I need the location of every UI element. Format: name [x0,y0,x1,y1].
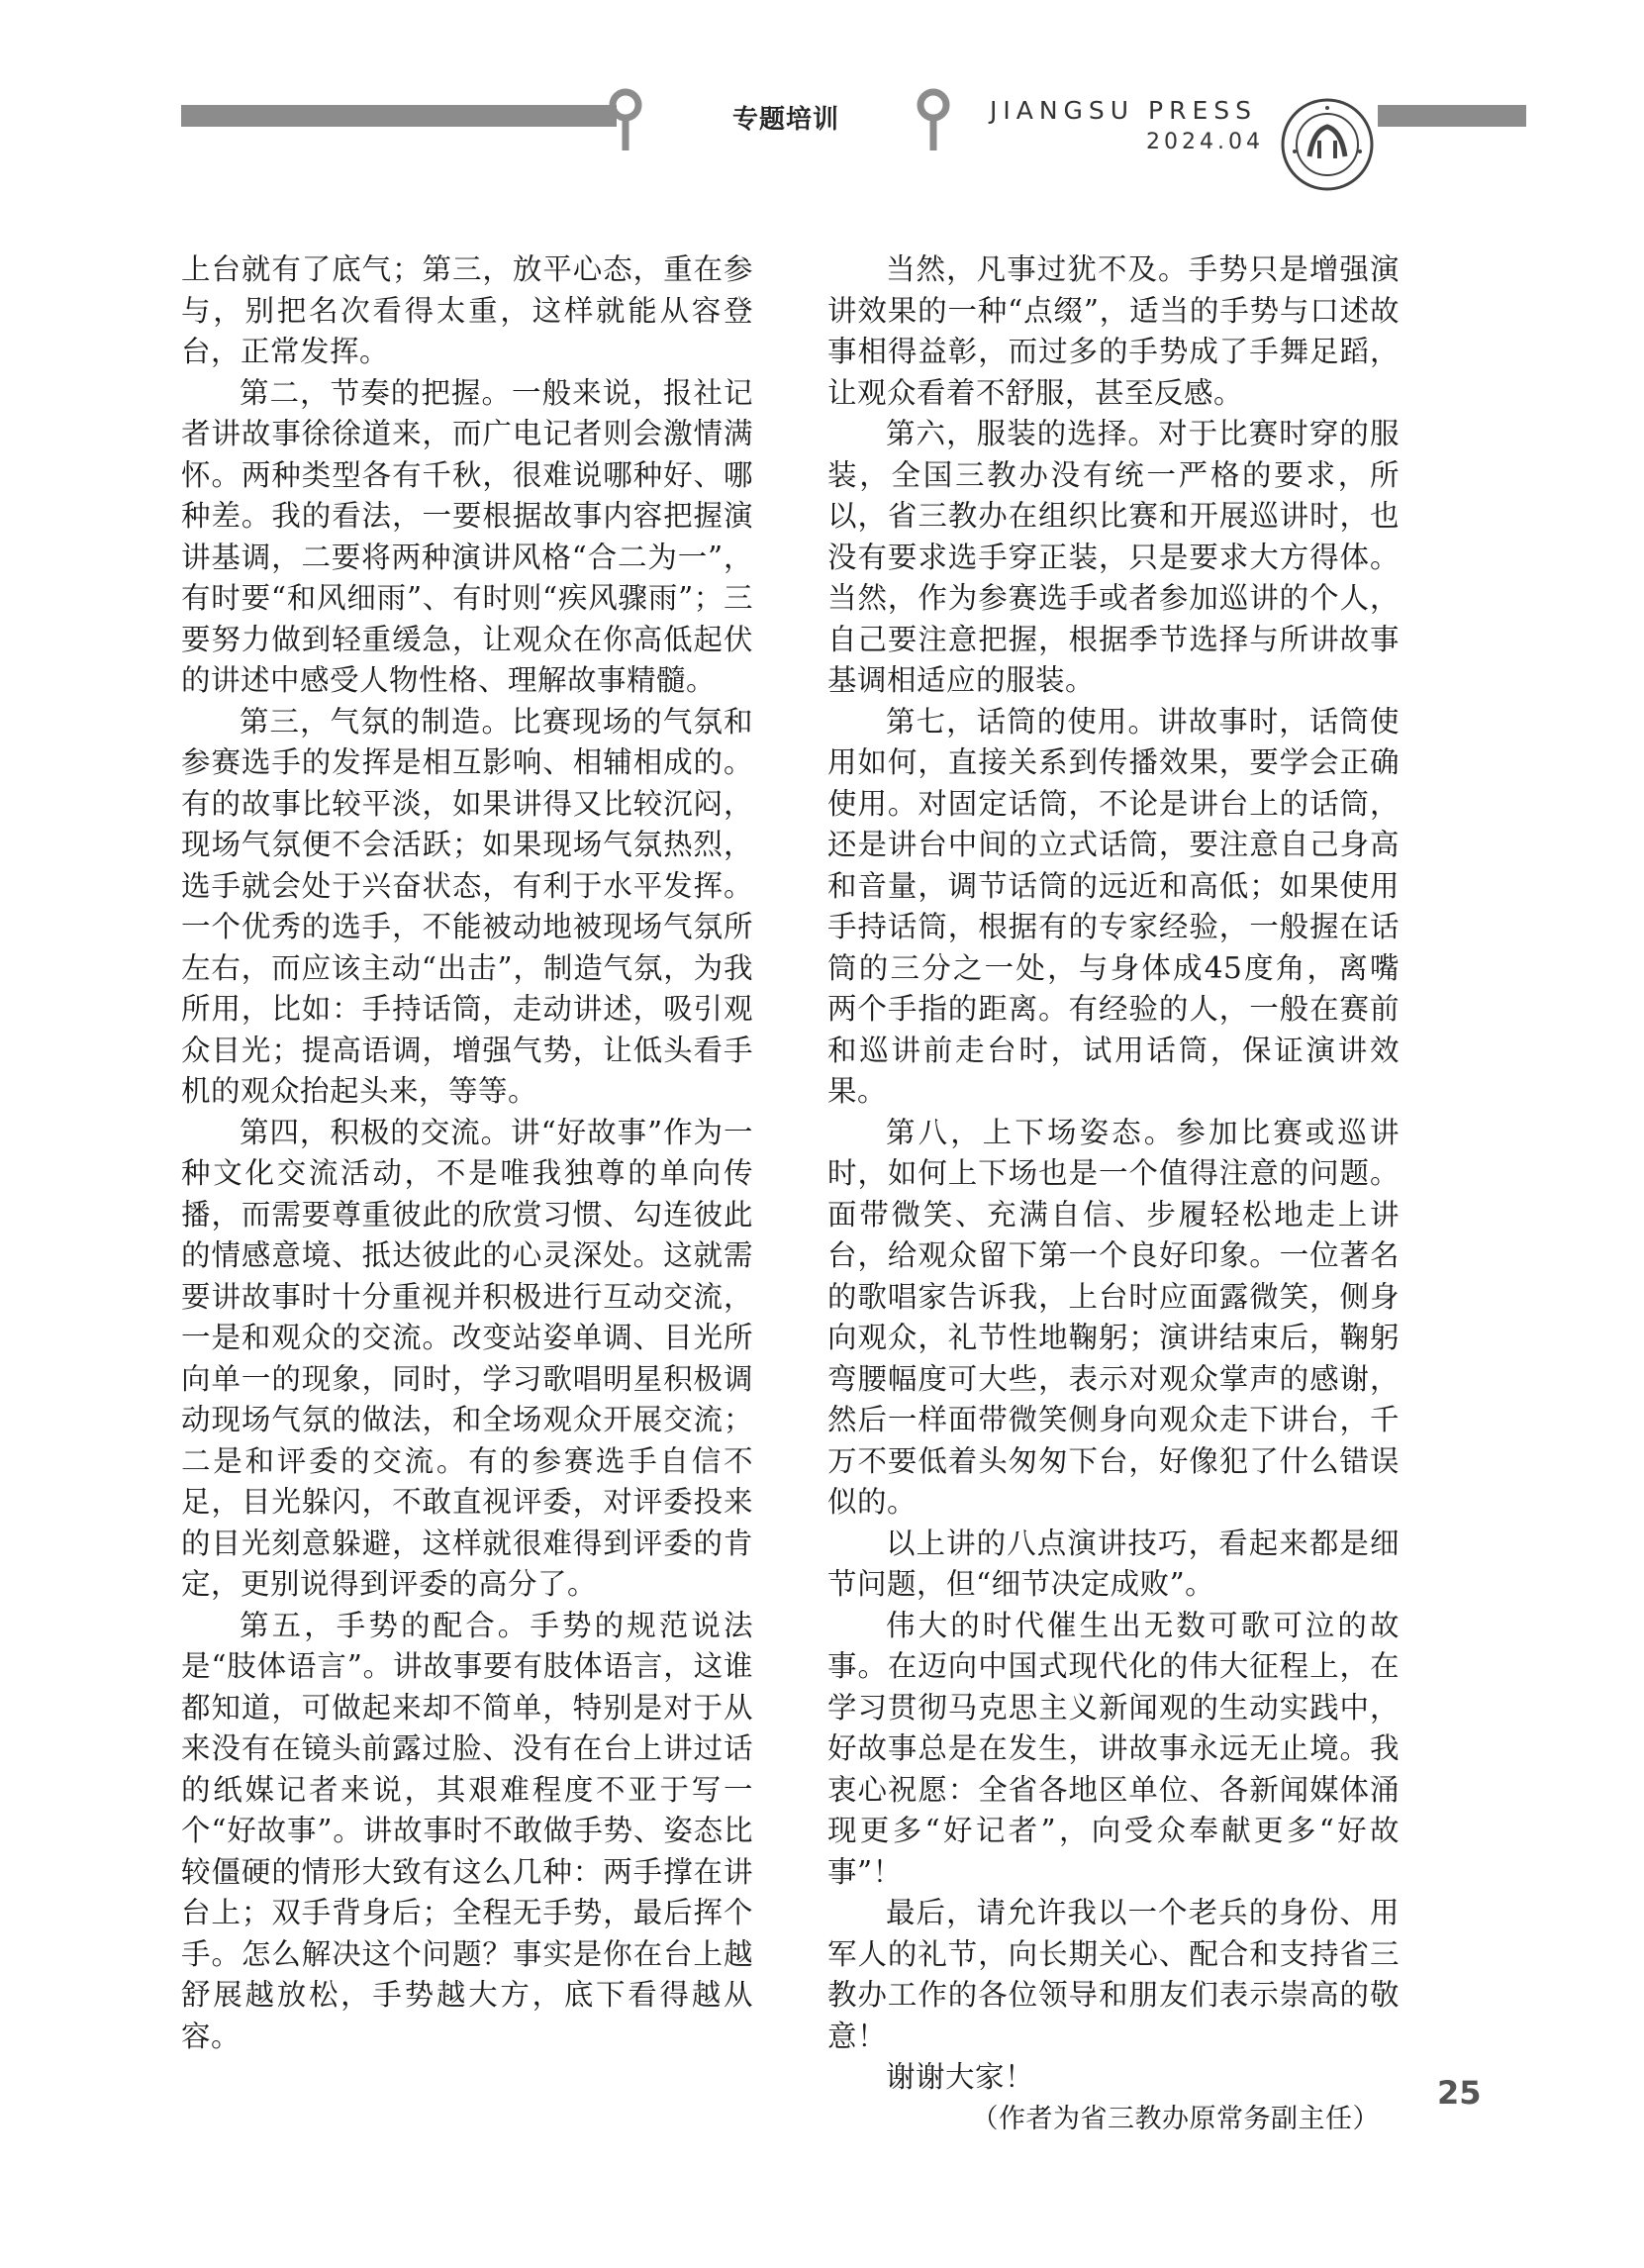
paragraph: 第二，节奏的把握。一般来说，报社记者讲故事徐徐道来，而广电记者则会激情满怀。两种类型各有千秋，很难说哪种好、哪种差。我的看法，一要根据故事内容把握演讲基调，二要将两种演讲风格“合二为一”，有时要“和风细雨”、有时则“疾风骤雨”；三要努力做到轻重缓急，让观众在你高低起伏的讲述中感受人物性格、理解故事精髓。 [181,375,753,697]
page-number: 25 [1437,2074,1482,2112]
paragraph: 最后，请允许我以一个老兵的身份、用军人的礼节，向长期关心、配合和支持省三教办工作的各位领导和朋友们表示崇高的敬意！ [827,1896,1400,2053]
paragraph: 伟大的时代催生出无数可歌可泣的故事。在迈向中国式现代化的伟大征程上，在学习贯彻马克思主义新闻观的生动实践中，好故事总是在发生，讲故事永远无止境。我衷心祝愿：全省各地区单位、各新闻媒体涌现更多“好记者”，向受众奉献更多“好故事”！ [827,1608,1400,1889]
paragraph: 以上讲的八点演讲技巧，看起来都是细节问题，但“细节决定成败”。 [827,1526,1400,1601]
paragraph: 第四，积极的交流。讲“好故事”作为一种文化交流活动，不是唯我独尊的单向传播，而需要尊重彼此的欣赏习惯、勾连彼此的情感意境、抵达彼此的心灵深处。这就需要讲故事时十分重视并积极进行互动交流，一是和观众的交流。改变站姿单调、目光所向单一的现象，同时，学习歌唱明星积极调动现场气氛的做法，和全场观众开展交流；二是和评委的交流。有的参赛选手自信不足，目光躲闪，不敢直视评委，对评委投来的目光刻意躲避，这样就很难得到评委的肯定，更别说得到评委的高分了。 [181,1115,753,1601]
issue-date: 2024.04 [1146,130,1264,154]
right-column [827,249,1400,2139]
paragraph: 第五，手势的配合。手势的规范说法是“肢体语言”。讲故事要有肢体语言，这谁都知道，可做起来却不简单，特别是对于从来没有在镜头前露过脸、没有在台上讲过话的纸媒记者来说，其艰难程度不亚于写一个“好故事”。讲故事时不敢做手势、姿态比较僵硬的情形大致有这么几种：两手撑在讲台上；双手背身后；全程无手势，最后挥个手。怎么解决这个问题？事实是你在台上越舒展越放松，手势越大方，底下看得越从容。 [181,1608,753,2053]
closing-line: 谢谢大家！ [886,2060,1035,2094]
paragraph: 第七，话筒的使用。讲故事时，话筒使用如何，直接关系到传播效果，要学会正确使用。对固定话筒，不论是讲台上的话筒，还是讲台中间的立式话筒，要注意自己身高和音量，调节话筒的远近和高低；如果使用手持话筒，根据有的专家经验，一般握在话筒的三分之一处，与身体成45度角，离嘴两个手指的距离。有经验的人，一般在赛前和巡讲前走台时，试用话筒，保证演讲效果。 [827,704,1400,1108]
left-column [181,249,753,2057]
pin-icon [916,87,951,152]
paragraph: 第三，气氛的制造。比赛现场的气氛和参赛选手的发挥是相互影响、相辅相成的。有的故事比较平淡，如果讲得又比较沉闷，现场气氛便不会活跃；如果现场气氛热烈，选手就会处于兴奋状态，有利于水平发挥。一个优秀的选手，不能被动地被现场气氛所左右，而应该主动“出击”，制造气氛，为我所用，比如：手持话筒，走动讲述，吸引观众目光；提高语调，增强气势，让低头看手机的观众抬起头来，等等。 [181,704,753,1108]
header-right-bar [1378,105,1526,127]
paragraph: 上台就有了底气；第三，放平心态，重在参与，别把名次看得太重，这样就能从容登台，正常发挥。 [181,252,753,368]
seal-logo-icon [1280,97,1375,192]
paragraph: 第八，上下场姿态。参加比赛或巡讲时，如何上下场也是一个值得注意的问题。面带微笑、充满自信、步履轻松地走上讲台，给观众留下第一个良好印象。一位著名的歌唱家告诉我，上台时应面露微笑，侧身向观众，礼节性地鞠躬；演讲结束后，鞠躬弯腰幅度可大些，表示对观众掌声的感谢，然后一样面带微笑侧身向观众走下讲台，千万不要低着头匆匆下台，好像犯了什么错误似的。 [827,1115,1400,1519]
paragraph: 第六，服装的选择。对于比赛时穿的服装，全国三教办没有统一严格的要求，所以，省三教办在组织比赛和开展巡讲时，也没有要求选手穿正装，只是要求大方得体。当然，作为参赛选手或者参加巡讲的个人，自己要注意把握，根据季节选择与所讲故事基调相适应的服装。 [827,417,1400,697]
press-name: JIANGSU PRESS [990,96,1258,125]
author-byline: （作者为省三教办原常务副主任） [971,2103,1380,2134]
section-title: 专题培训 [732,105,840,135]
header-left-bar [181,105,617,127]
paragraph: 当然，凡事过犹不及。手势只是增强演讲效果的一种“点缀”，适当的手势与口述故事相得益彰，而过多的手势成了手舞足蹈，让观众看着不舒服，甚至反感。 [827,252,1400,410]
pin-icon [608,87,643,152]
page-header [0,0,1644,188]
